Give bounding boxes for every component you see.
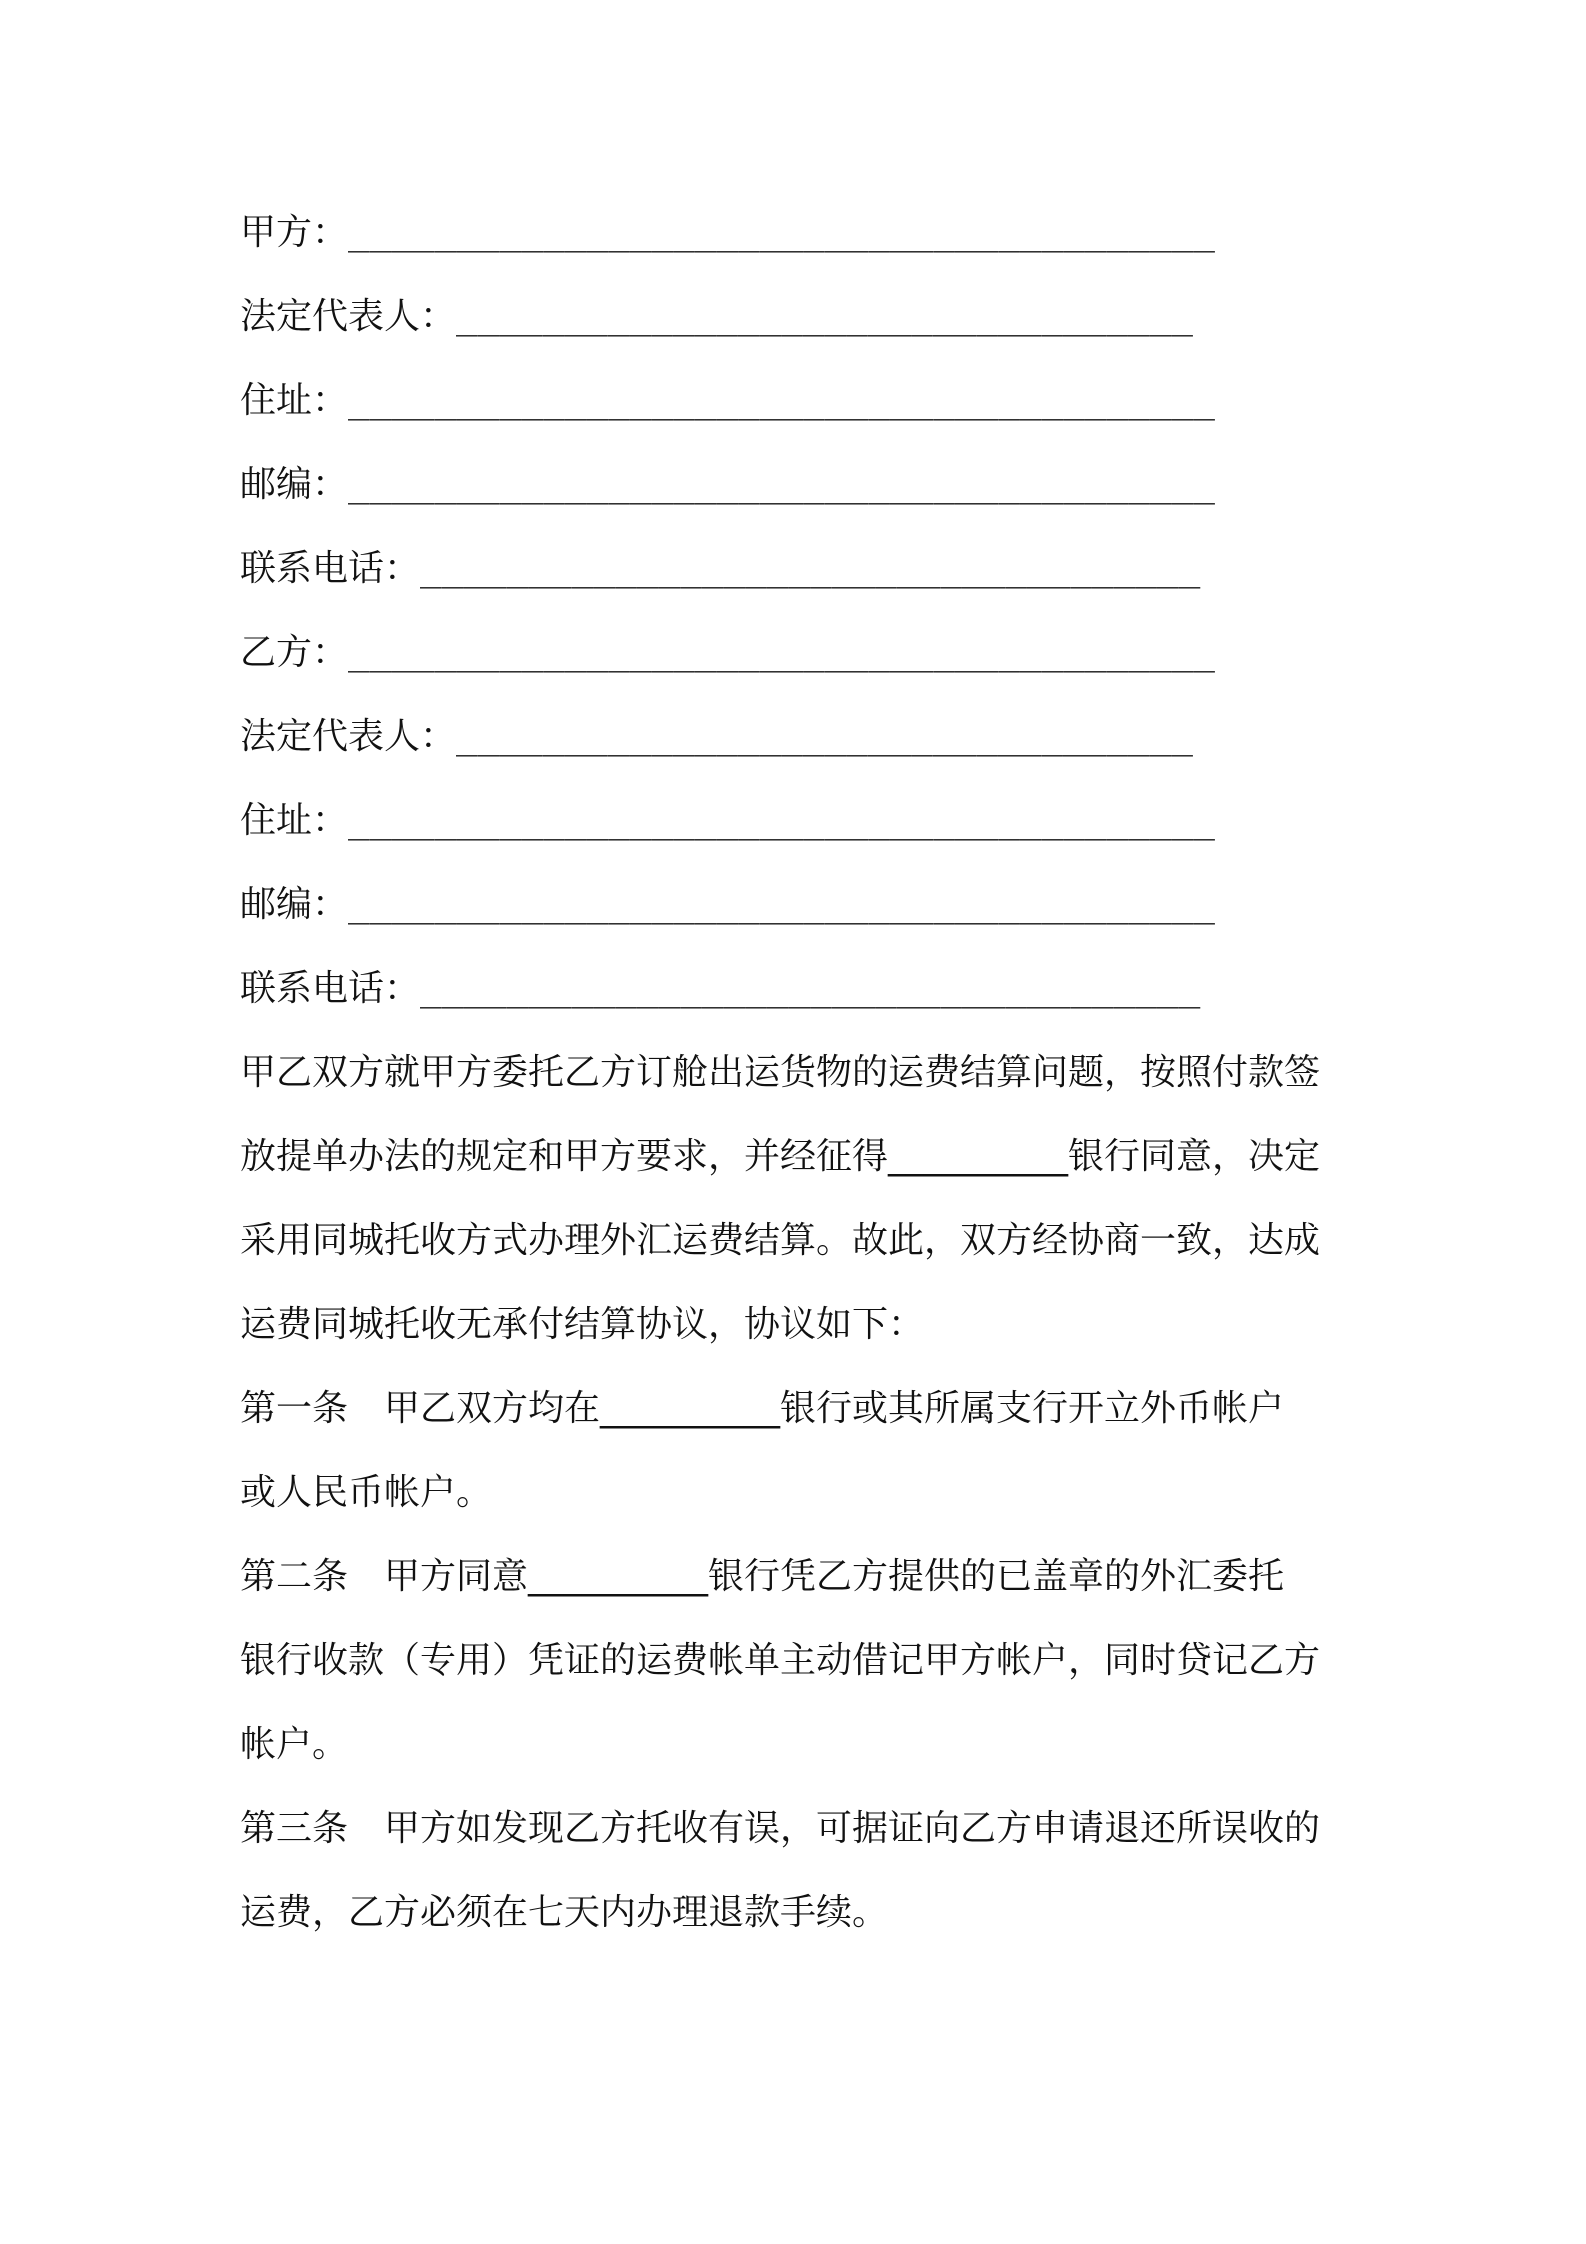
field-label: 法定代表人： xyxy=(240,296,457,337)
field-label: 邮编： xyxy=(240,884,349,925)
article-3-line: 第三条 甲方如发现乙方托收有误，可据证向乙方申请退还所误收的 xyxy=(240,1808,1321,1849)
field-label: 住址： xyxy=(240,380,349,421)
party-b-legal-rep-field xyxy=(240,713,1193,761)
fill-blank[interactable]: ________________________________________ xyxy=(348,884,1215,925)
party-a-postcode-field xyxy=(240,461,1215,509)
party-b-postcode-field xyxy=(240,881,1215,929)
article-2-line: 银行收款（专用）凭证的运费帐单主动借记甲方帐户，同时贷记乙方 xyxy=(240,1640,1321,1681)
preamble-line: 放提单办法的规定和甲方要求，并经征得__________银行同意，决定 xyxy=(240,1136,1321,1177)
preamble-line: 采用同城托收方式办理外汇运费结算。故此，双方经协商一致，达成 xyxy=(240,1220,1321,1261)
party-a-legal-rep-field xyxy=(240,293,1193,341)
party-b-phone-field xyxy=(240,965,1200,1013)
party-a-phone-field xyxy=(240,545,1200,593)
article-2-line: 帐户。 xyxy=(240,1724,349,1765)
fill-blank[interactable]: ________________________________________ xyxy=(348,212,1215,253)
field-label: 联系电话： xyxy=(240,968,421,1009)
field-label: 邮编： xyxy=(240,464,349,505)
field-label: 住址： xyxy=(240,800,349,841)
party-b-address-field xyxy=(240,797,1215,845)
field-label: 乙方： xyxy=(240,632,349,673)
field-label: 甲方： xyxy=(240,212,349,253)
fill-blank[interactable]: ________________________________________ xyxy=(348,464,1215,505)
party-a-field xyxy=(240,209,1215,257)
article-3-line: 运费，乙方必须在七天内办理退款手续。 xyxy=(240,1892,889,1933)
fill-blank[interactable]: ________________________________________ xyxy=(348,800,1215,841)
article-1-line: 或人民币帐户。 xyxy=(240,1472,493,1513)
preamble-line: 甲乙双方就甲方委托乙方订舱出运货物的运费结算问题，按照付款签 xyxy=(240,1052,1321,1093)
fill-blank[interactable]: ____________________________________ xyxy=(420,548,1201,589)
fill-blank[interactable]: ________________________________________ xyxy=(348,632,1215,673)
party-a-address-field xyxy=(240,377,1215,425)
fill-blank[interactable]: ____________________________________ xyxy=(420,968,1201,1009)
fill-blank[interactable]: __________________________________ xyxy=(456,716,1193,757)
field-label: 法定代表人： xyxy=(240,716,457,757)
field-label: 联系电话： xyxy=(240,548,421,589)
fill-blank[interactable]: ________________________________________ xyxy=(348,380,1215,421)
party-b-field xyxy=(240,629,1215,677)
article-2-line: 第二条 甲方同意__________银行凭乙方提供的已盖章的外汇委托 xyxy=(240,1556,1285,1597)
fill-blank[interactable]: __________________________________ xyxy=(456,296,1193,337)
preamble-line: 运费同城托收无承付结算协议，协议如下： xyxy=(240,1304,925,1345)
article-1-line: 第一条 甲乙双方均在__________银行或其所属支行开立外币帐户 xyxy=(240,1388,1285,1429)
